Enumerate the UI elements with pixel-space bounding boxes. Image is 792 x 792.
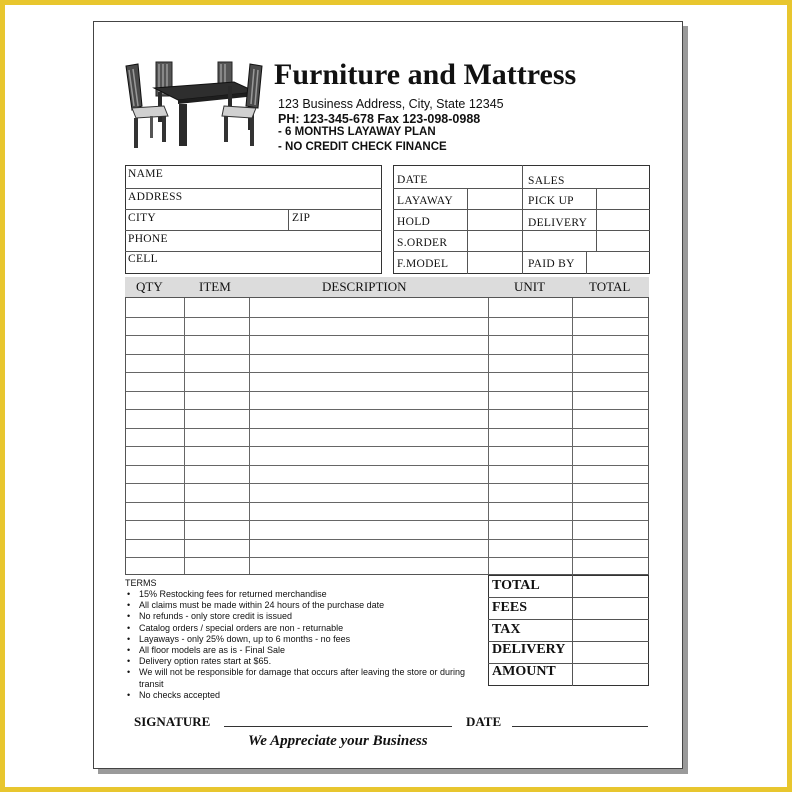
date-line[interactable] — [512, 726, 648, 727]
divider — [288, 209, 289, 230]
item-column-header: ITEM — [199, 279, 231, 294]
name-field-label[interactable]: NAME — [128, 168, 164, 180]
delivery-field-label[interactable]: DELIVERY — [528, 217, 588, 229]
unit-column-header: UNIT — [514, 279, 546, 294]
terms-item: • No refunds - only store credit is issued — [125, 611, 465, 622]
divider — [572, 575, 573, 686]
divider — [488, 597, 649, 598]
table-row-line — [126, 446, 648, 447]
table-column-line — [249, 298, 250, 574]
divider — [125, 209, 382, 210]
finance-note: - NO CREDIT CHECK FINANCE — [278, 141, 447, 153]
total-summary-label[interactable]: TOTAL — [492, 578, 540, 593]
terms-item: • 15% Restocking fees for returned merchandise — [125, 589, 465, 600]
divider — [488, 619, 649, 620]
table-row-line — [126, 557, 648, 558]
items-table-grid[interactable] — [125, 297, 649, 575]
phone-field-label[interactable]: PHONE — [128, 233, 168, 245]
divider — [467, 188, 468, 274]
terms-item: • Layaways - only 25% down, up to 6 months - no fees — [125, 634, 465, 645]
terms-item: • We will not be responsible for damage that occurs after leaving the store or during transit — [125, 667, 465, 689]
signature-label: SIGNATURE — [134, 714, 211, 729]
table-row-line — [126, 502, 648, 503]
thank-you-message: We Appreciate your Business — [248, 733, 428, 749]
table-row-line — [126, 372, 648, 373]
signature-line[interactable] — [224, 726, 452, 727]
total-column-header: TOTAL — [589, 279, 631, 294]
sales-field-label[interactable]: SALES — [528, 175, 565, 187]
zip-field-label[interactable]: ZIP — [292, 212, 311, 224]
divider — [125, 188, 382, 189]
hold-field-label[interactable]: HOLD — [397, 216, 431, 228]
business-phone-fax: PH: 123-345-678 Fax 123-098-0988 — [278, 112, 481, 126]
paid-by-field-label[interactable]: PAID BY — [528, 258, 575, 270]
table-column-line — [572, 298, 573, 574]
terms-item: • No checks accepted — [125, 690, 465, 701]
business-address: 123 Business Address, City, State 12345 — [278, 97, 504, 111]
customer-info-box — [125, 165, 382, 274]
qty-column-header: QTY — [136, 279, 163, 294]
layaway-plan-note: - 6 MONTHS LAYAWAY PLAN — [278, 126, 436, 138]
pick-up-field-label[interactable]: PICK UP — [528, 195, 574, 207]
city-field-label[interactable]: CITY — [128, 212, 157, 224]
table-row-line — [126, 428, 648, 429]
table-row-line — [126, 539, 648, 540]
table-row-line — [126, 483, 648, 484]
description-column-header: DESCRIPTION — [322, 279, 407, 294]
divider — [596, 188, 597, 251]
cell-field-label[interactable]: CELL — [128, 253, 158, 265]
table-column-line — [184, 298, 185, 574]
table-column-line — [488, 298, 489, 574]
table-row-line — [126, 354, 648, 355]
f-model-field-label[interactable]: F.MODEL — [397, 258, 449, 270]
date-field-label[interactable]: DATE — [397, 174, 428, 186]
tax-summary-label[interactable]: TAX — [492, 622, 521, 637]
divider — [125, 251, 382, 252]
delivery-summary-label[interactable]: DELIVERY — [492, 642, 566, 657]
date-label: DATE — [466, 714, 502, 729]
divider — [522, 165, 523, 274]
fees-summary-label[interactable]: FEES — [492, 600, 528, 615]
divider — [586, 251, 587, 274]
amount-summary-label[interactable]: AMOUNT — [492, 664, 556, 679]
divider — [125, 230, 382, 231]
invoice-sheet — [93, 21, 683, 769]
table-row-line — [126, 465, 648, 466]
terms-heading: TERMS — [125, 578, 157, 588]
table-row-line — [126, 317, 648, 318]
terms-list — [125, 589, 465, 701]
table-row-line — [126, 520, 648, 521]
terms-item: • Delivery option rates start at $65. — [125, 656, 465, 667]
terms-item: • All floor models are as is - Final Sale — [125, 645, 465, 656]
terms-item: • Catalog orders / special orders are non - returnable — [125, 623, 465, 634]
terms-item: • All claims must be made within 24 hours of the purchase date — [125, 600, 465, 611]
dining-set-icon — [124, 60, 264, 150]
layaway-field-label[interactable]: LAYAWAY — [397, 195, 453, 207]
table-row-line — [126, 335, 648, 336]
s-order-field-label[interactable]: S.ORDER — [397, 237, 448, 249]
table-row-line — [126, 409, 648, 410]
table-row-line — [126, 391, 648, 392]
address-field-label[interactable]: ADDRESS — [128, 191, 183, 203]
business-name: Furniture and Mattress — [274, 58, 577, 91]
